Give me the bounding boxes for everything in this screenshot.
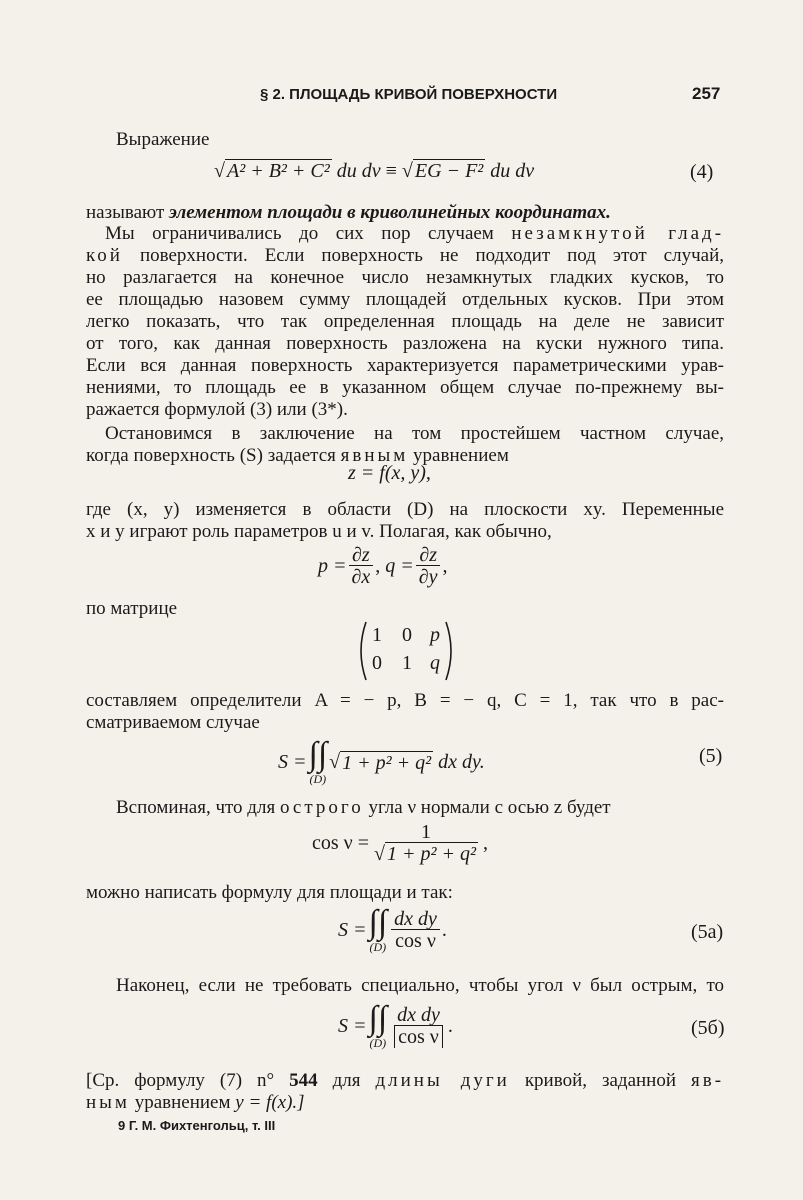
- fraction-dz-dy: $\frac{\partial z}{\partial y}$: [416, 545, 441, 588]
- matrix-cell: 0: [402, 624, 412, 646]
- para2-line-5: легко показать, что так определенная площадь на деле не зависит: [86, 311, 724, 332]
- para6-line-1: [Ср. формулу (7) n° 544 для длины дуги кривой, заданной яв-: [86, 1070, 725, 1091]
- partial-derivatives: p = $\frac{\partial z}{\partial x}$ , q = $\frac{\partial z}{\partial y}$ ,: [318, 544, 448, 588]
- para2-line-4: ее площадью назовем сумму площадей отдельных кусков. При этом: [86, 289, 724, 310]
- para2-line-3: но разлагается на конечное число незамкнутых гладких кусков, то: [86, 267, 724, 288]
- para4-line-2: можно написать формулу для площади и так:: [86, 882, 453, 903]
- equation-4: √ A² + B² + C² du dv ≡ √ EG − F² du dv: [214, 160, 535, 182]
- para3-line-3: где (x, y) изменяется в области (D) на плоскости xy. Переменные: [86, 499, 724, 520]
- para2-line-6: от того, как данная поверхность разложена на куски нужного типа.: [86, 333, 724, 354]
- cos-formula: cos ν = $\frac{1}{\text{√ 1 + p² + q²}}$ ,: [312, 821, 488, 865]
- para3-line-4: x и y играют роль параметров u и v. Полагая, как обычно,: [86, 521, 552, 542]
- signature-mark: 9 Г. М. Фихтенгольц, т. III: [118, 1118, 276, 1133]
- equation-5b: S = ∫∫ (D) $\frac{\text{dx dy}}{\text{cos ν}}$ .: [338, 1000, 453, 1050]
- matrix-cell: 1: [402, 652, 412, 674]
- para1-intro: Выражение: [116, 129, 210, 150]
- double-integral: ∫∫ (D): [368, 904, 388, 954]
- equation-number-5: (5): [699, 745, 723, 767]
- matrix: [356, 620, 456, 682]
- equation-number-5b: (5б): [691, 1017, 725, 1039]
- running-header: § 2. ПЛОЩАДЬ КРИВОЙ ПОВЕРХНОСТИ: [260, 86, 558, 103]
- equation-number-4: (4): [690, 161, 714, 183]
- matrix-cell: p: [430, 624, 440, 646]
- para6-line-2: ным уравнением y = f(x).]: [86, 1092, 305, 1113]
- para2-line-1: Мы ограничивались до сих пор случаем незамкнутой глад-: [105, 223, 725, 244]
- fraction-dxdy-abs-cos: $\frac{\text{dx dy}}{\text{cos ν}}$: [391, 1005, 446, 1048]
- fraction-dxdy-cos: $\frac{\text{dx dy}}{\text{cos ν}}$: [391, 909, 440, 952]
- matrix-cell: q: [430, 652, 440, 674]
- para3-line-7: сматриваемом случае: [86, 712, 260, 733]
- para5-line-1: Наконец, если не требовать специально, чтобы угол ν был острым, то: [116, 975, 724, 996]
- equation-number-5a: (5a): [691, 921, 724, 943]
- equation-5a: S = ∫∫ (D) $\frac{\text{dx dy}}{\text{cos ν}}$ .: [338, 904, 447, 954]
- para4-line-1: Вспоминая, что для острого угла ν нормали с осью z будет: [116, 797, 611, 818]
- para2-line-9: ражается формулой (3) или (3*).: [86, 399, 348, 420]
- para2-line-8: нениями, то площадь ее в указанном общем случае по-прежнему вы-: [86, 377, 724, 398]
- matrix-cell: 0: [372, 652, 382, 674]
- para1-line: называют элементом площади в криволинейных координатах.: [86, 202, 611, 223]
- equation-5: S = ∫∫ (D) √ 1 + p² + q² dx dy.: [278, 736, 485, 786]
- explicit-equation: z = f(x, y),: [348, 462, 431, 484]
- para3-line-5: по матрице: [86, 598, 178, 619]
- para3-line-1: Остановимся в заключение на том простейшем частном случае,: [105, 423, 724, 444]
- para3-line-6: составляем определители A = − p, B = − q, C = 1, так что в рас-: [86, 690, 724, 711]
- para2-line-7: Если вся данная поверхность характеризуется параметрическими урав-: [86, 355, 724, 376]
- para2-line-2: кой поверхности. Если поверхность не подходит под этот случай,: [86, 245, 724, 266]
- fraction-dz-dx: $\frac{\partial z}{\partial x}$: [349, 545, 374, 588]
- double-integral: ∫∫ (D): [308, 736, 328, 786]
- matrix-cell: 1: [372, 624, 382, 646]
- cos-fraction: $\frac{1}{\text{√ 1 + p² + q²}}$: [373, 821, 476, 865]
- para3-line-2: когда поверхность (S) задается явным уравнением: [86, 445, 509, 466]
- page-number: 257: [692, 84, 721, 103]
- double-integral: ∫∫ (D): [368, 1000, 388, 1050]
- term-area-element: элементом площади в криволинейных координатах.: [169, 202, 611, 223]
